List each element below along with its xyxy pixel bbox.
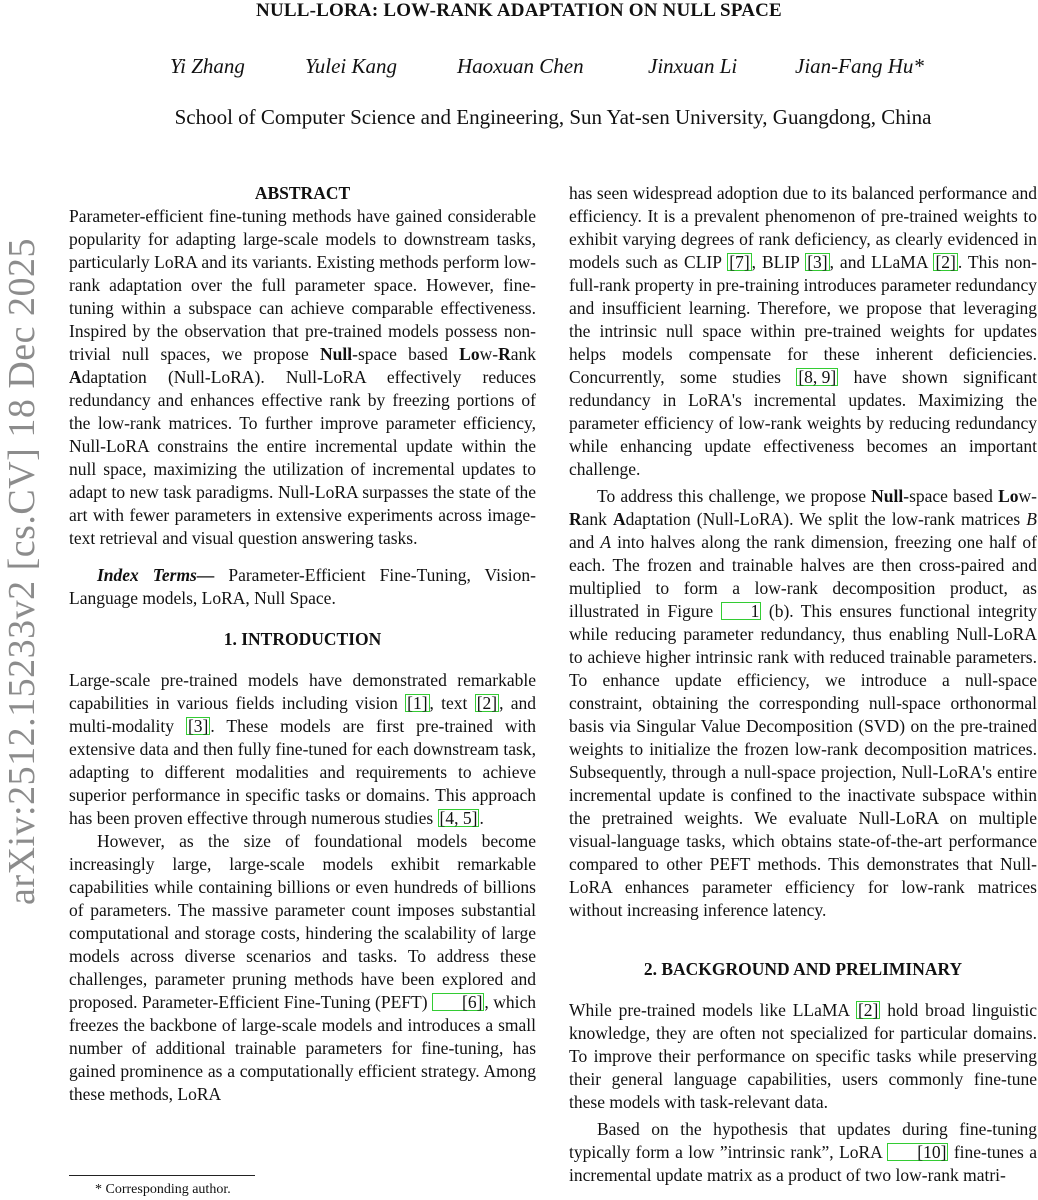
author-name: Jian-Fang Hu* (795, 54, 924, 78)
citation-link[interactable]: [2] (857, 1000, 879, 1020)
author-name: Yulei Kang (305, 54, 397, 78)
citation-link[interactable]: [10] (887, 1143, 948, 1161)
background-paragraph: Based on the hypothesis that updates during fine-tuning typically form a low ”intrinsic rank”, LoRA [10] fine-tunes a incremental update matrix as a product of two low-rank matri- (569, 1119, 1037, 1185)
introduction-heading: 1. INTRODUCTION (223, 629, 382, 649)
author-name: Jinxuan Li (648, 54, 738, 78)
citation-link[interactable]: [3] (807, 252, 828, 272)
citation-link[interactable]: [6] (432, 993, 484, 1011)
intro-paragraph: However, as the size of foundational models become increasingly large, large-scale models exhibit remarkable capabilities while containing billions or even hundreds of billions of parameters. The massive parameter count imposes substantial computational and storage costs, hindering the scalability of large models across diverse scenarios and tasks. To address these challenges, parameter pruning methods have been explored and proposed. Parameter-Efficient Fine-Tuning (PEFT) [6] , which freezes the backbone of large-scale models and introduces a small number of additional trainable parameters for fine-tuning, has gained prominence as a computationally efficient strategy. Among these methods, LoRA (69, 831, 536, 1104)
footnote-divider (69, 1175, 255, 1176)
affiliation: School of Computer Science and Engineering, Sun Yat-sen University, Guangdong, China (174, 105, 932, 129)
footnote: * Corresponding author. (95, 1182, 231, 1197)
paper-title: NULL-LORA: LOW-RANK ADAPTATION ON NULL SPACE (256, 0, 782, 21)
intro-paragraph: has seen widespread adoption due to its balanced performance and efficiency. It is a prevalent phenomenon of pre-trained weights to exhibit varying degrees of rank deficiency, as clearly evidenced in models such as CLIP [7] , BLIP [3] , and LLaMA [2] . This non-full-rank property in pre-training introduces parameter redundancy and insufficient learning. Therefore, we propose that leveraging the intrinsic null space within pre-trained weights for updates helps models compensate for these inherent deficiencies. Concurrently, some studies [8, 9] have shown significant redundancy in LoRA's incremental updates. Maximizing the parameter efficiency of low-rank weights by reducing redundancy while enhancing update effectiveness becomes an important challenge. (569, 183, 1038, 479)
background-paragraph: While pre-trained models like LLaMA [2] hold broad linguistic knowledge, they are often not specialized for particular domains. To improve their performance on specific tasks while preserving their general language capabilities, users commonly fine-tune these models with task-relevant data. (569, 1000, 1037, 1112)
citation-link[interactable]: [8, 9] (798, 367, 837, 387)
abstract-heading: ABSTRACT (254, 183, 351, 203)
right-column (569, 182, 1037, 1187)
citation-link[interactable]: [2] (935, 252, 956, 272)
citation-link[interactable]: [3] (187, 716, 209, 736)
background-heading: 2. BACKGROUND AND PRELIMINARY (643, 959, 963, 979)
citation-link[interactable]: [1] (407, 693, 428, 713)
intro-paragraph: Large-scale pre-trained models have demonstrated remarkable capabilities in various fields including vision [1] , text [2] , and multi-modality [3] . These models are first pre-trained with extensive data and then fully fine-tuned for each downstream task, adapting to different modalities and requirements to achieve superior performance in specific tasks or domains. This approach has been proven effective through numerous studies [4, 5] . (69, 670, 536, 828)
citation-link[interactable]: [4, 5] (439, 808, 478, 828)
index-terms: Index Terms— Parameter-Efficient Fine-Tuning, Vision-Language models, LoRA, Null Space. (69, 565, 536, 608)
arxiv-identifier: arXiv:2512.15233v2 [cs.CV] 18 Dec 2025 (1, 237, 43, 905)
abstract-text: Parameter-efficient fine-tuning methods have gained considerable popularity for adapting large-scale models to downstream tasks, particularly LoRA and its variants. Existing methods perform low-rank adaptation over the full parameter space. However, fine-tuning within a subspace can achieve comparable effectiveness. Inspired by the observation that pre-trained models possess non-trivial null spaces, we propose Null-space based Low-Rank Adaptation (Null-LoRA). Null-LoRA effectively reduces redundancy and enhances effective rank by freezing portions of the low-rank matrices. To further improve parameter efficiency, Null-LoRA constrains the entire incremental update within the null space, maximizing the utilization of incremental updates to adapt to new task paradigms. Null-LoRA surpasses the state of the art with fewer parameters in extensive experiments across image-text retrieval and visual question answering tasks. (69, 206, 536, 548)
left-column (69, 182, 536, 1106)
citation-link[interactable]: [7] (729, 252, 750, 272)
intro-paragraph: To address this challenge, we propose Null-space based Low-Rank Adaptation (Null-LoRA). We split the low-rank matrices B and A into halves along the rank dimension, freezing one half of each. The frozen and trainable halves are then cross-paired and multiplied to form a low-rank decomposition product, as illustrated in Figure 1 (b). This ensures functional integrity while reducing parameter redundancy, thus enabling Null-LoRA to achieve higher intrinsic rank with reduced trainable parameters. To enhance update efficiency, we introduce a null-space constraint, obtaining the corresponding null-space orthonormal basis via Singular Value Decomposition (SVD) on the pre-trained weights to initialize the frozen low-rank decomposition matrices. Subsequently, through a null-space projection, Null-LoRA's entire incremental update is confined to the inactivate subspace within the pretrained weights. We evaluate Null-LoRA on multiple visual-language tasks, which obtains state-of-the-art performance compared to other PEFT methods. This demonstrates that Null-LoRA enhances parameter efficiency for low-rank matrices without increasing inference latency. (569, 486, 1037, 920)
author-name: Yi Zhang (170, 54, 245, 78)
figure-link[interactable]: 1 (721, 602, 762, 620)
author-name: Haoxuan Chen (457, 54, 584, 78)
citation-link[interactable]: [2] (476, 693, 498, 713)
